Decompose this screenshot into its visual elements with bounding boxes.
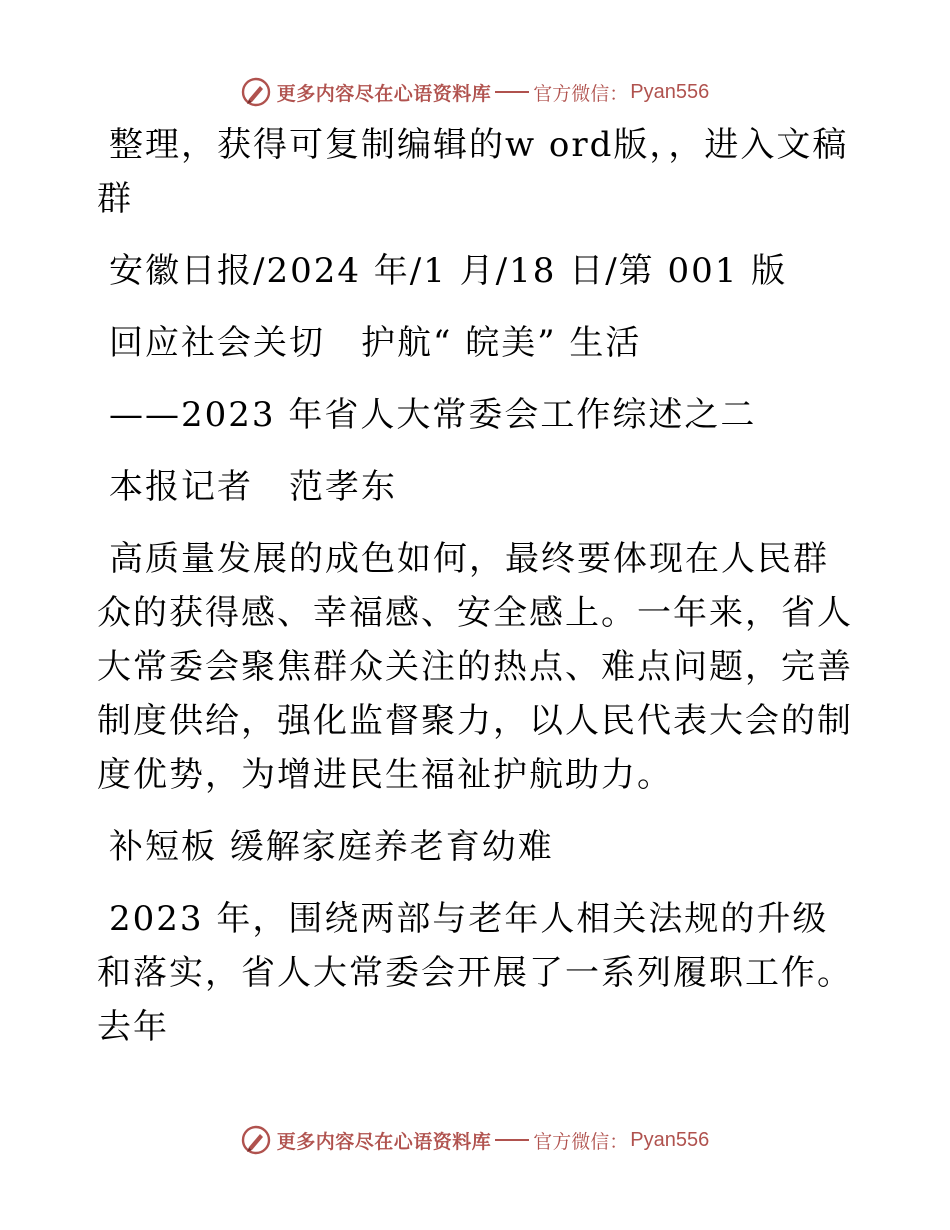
watermark-text: 更多内容尽在心语资料库 [276,1130,492,1153]
article-subtitle: ——2023 年省人大常委会工作综述之二 [109,395,757,435]
pen-logo-icon [241,1125,271,1155]
watermark-handle: Pyan556 [630,1128,710,1151]
lead-paragraph: 高质量发展的成色如何，最终要体现在人民群众的获得感、幸福感、安全感上。一年来，省人大常委会聚焦群众关注的热点、难点问题，完善制度供给，强化监督聚力，以人民代表大会的制度优势，为增进民生福祉护航助力。 [97,539,853,795]
watermark-wechat-label: 官方微信： [533,82,629,105]
watermark-text: 更多内容尽在心语资料库 [276,82,492,105]
watermark-handle: Pyan556 [630,80,710,103]
source-line: 安徽日报/2024 年/1 月/18 日/第 001 版 [109,251,788,291]
byline: 本报记者 范孝东 [109,467,397,507]
document-body [97,118,857,1054]
watermark-dash [495,1139,529,1141]
intro-note: 整理，获得可复制编辑的w ord版，，进入文稿群 [97,125,849,219]
footer-watermark [0,1120,950,1160]
article-title: 回应社会关切 护航“ 皖美” 生活 [109,323,642,363]
header-watermark [0,72,950,112]
pen-logo-icon [241,77,271,107]
watermark-wechat-label: 官方微信： [533,1130,629,1153]
watermark-dash [495,91,529,93]
body-paragraph: 2023 年，围绕两部与老年人相关法规的升级和落实，省人大常委会开展了一系列履职工作。去年 [97,899,853,1047]
section-heading: 补短板 缓解家庭养老育幼难 [109,827,554,867]
